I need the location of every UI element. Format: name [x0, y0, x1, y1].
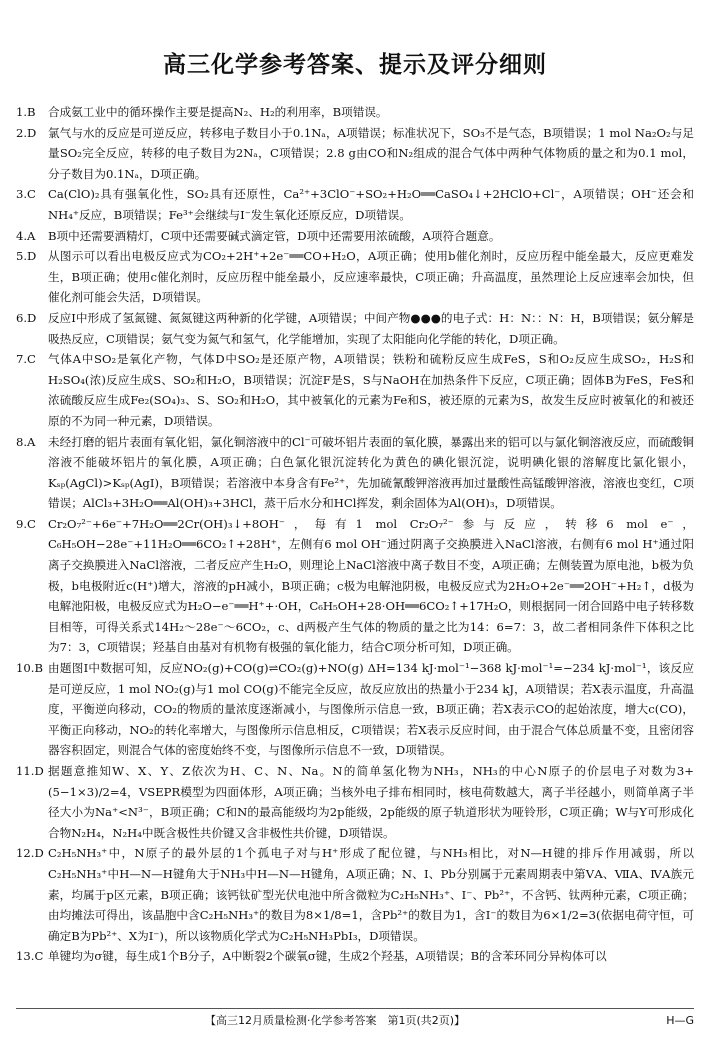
- answer-explanation: 据题意推知W、X、Y、Z依次为H、C、N、Na。N的简单氢化物为NH₃，NH₃的中心N原子的价层电子对数为3+(5−1×3)/2=4，VSEPR模型为四面体形，A项正确；当核外电子排布相同时，核电荷数越大，离子半径越小，则简单离子半径大小为Na⁺<N³⁻，B项正确；C和N的最高能级均为2p能级，2p能级的原子轨道形状为哑铃形，C项正确；W与Y可形成化合物N₂H₄，N₂H₄中既含极性共价键又含非极性共价键，D项错误。: [48, 764, 694, 840]
- answer-number: 1.B: [16, 105, 36, 119]
- page-footer: [16, 1008, 694, 1031]
- answer-number: 2.D: [16, 125, 37, 140]
- answer-explanation: 合成氨工业中的循环操作主要是提高N₂、H₂的利用率，B项错误。: [48, 105, 388, 119]
- answer-explanation: 未经打磨的铝片表面有氧化铝，氯化铜溶液中的Cl⁻可破坏铝片表面的氧化膜，暴露出来的铝可以与氯化铜溶液反应，而硫酸铜溶液不能破坏铝片的氧化膜，A项正确；白色氯化银沉淀转化为黄色的碘化银沉淀，说明碘化银的溶解度比氯化银小，Kₛₚ(AgCl)>Kₛₚ(AgI)，B项错误；若溶液中本身含有Fe²⁺，先加硫氰酸钾溶液再加过量酸性高锰酸钾溶液，溶液也变红，C项错误；AlCl₃+3H₂O══Al(OH)₃+3HCl，蒸干后水分和HCl挥发，剩余固体为Al(OH)₃，D项错误。: [48, 434, 694, 511]
- answer-item: [16, 946, 694, 967]
- answer-item: [16, 184, 694, 225]
- answer-number: 5.D: [16, 249, 37, 264]
- answer-number: 13.C: [16, 949, 44, 964]
- answer-item: [16, 123, 694, 185]
- answer-item: [16, 308, 694, 349]
- answer-item: [16, 514, 694, 658]
- answer-explanation: 气体A中SO₂是氧化产物，气体D中SO₂是还原产物，A项错误；铁粉和硫粉反应生成FeS，S和O₂反应生成SO₂，H₂S和H₂SO₄(浓)反应生成S、SO₂和H₂O，B项错误；沉淀F是S，S与NaOH在加热条件下反应，C项正确；固体B为FeS，FeS和浓硫酸反应生成Fe₂(SO₄)₃、S、SO₂和H₂O，其中被氧化的元素为Fe和S，被还原的元素为S，故发生反应时被氧化的和被还原的不为同一种元素，D项错误。: [48, 352, 694, 428]
- answer-item: [16, 226, 694, 247]
- answer-explanation: 反应Ⅰ中形成了氢氮键、氮氮键这两种新的化学键，A项错误；中间产物●●●的电子式：H：N：：N：H，B项错误；氨分解是吸热反应，C项错误；氨气变为氮气和氢气，化学能增加，实现了太阳能向化学能的转化，D项正确。: [48, 310, 694, 346]
- answer-item: [16, 102, 694, 123]
- answer-explanation: Ca(ClO)₂具有强氧化性，SO₂具有还原性，Ca²⁺+3ClO⁻+SO₂+H₂O══CaSO₄↓+2HClO+Cl⁻，A项错误；OH⁻还会和NH₄⁺反应，B项错误；Fe³⁺会继续与I⁻发生氧化还原反应，D项错误。: [48, 187, 694, 222]
- answer-item: [16, 843, 694, 946]
- answer-explanation: Cr₂O₇²⁻+6e⁻+7H₂O══2Cr(OH)₃↓+8OH⁻，每有1 mol Cr₂O₇²⁻参与反应，转移6 mol e⁻，C₆H₅OH−28e⁻+11H₂O══6CO₂↑+28H⁺，左侧有6 mol OH⁻通过阴离子交换膜进入NaCl溶液，右侧有6 mol H⁺通过阳离子交换膜进入NaCl溶液，二者反应产生H₂O，则理论上NaCl溶液中离子数目不变，A项正确；左侧装置为原电池，b极为负极，b电极附近c(H⁺)增大，溶液的pH减小，B项正确；c极为电解池阴极，电极反应式为2H₂O+2e⁻══2OH⁻+H₂↑，d极为电解池阳极，电极反应式为H₂O−e⁻══H⁺+·OH，C₆H₅OH+28·OH══6CO₂↑+17H₂O，则根据同一闭合回路中电子转移数目相等，可得关系式14H₂～28e⁻～6CO₂，c、d两极产生气体的物质的量之比为14：6=7：3，故二者相同条件下体积之比为7：3，C项错误；羟基自由基对有机物有极强的氧化能力，结合C项分析可知，D项正确。: [48, 516, 694, 655]
- answer-item: [16, 246, 694, 308]
- page-title: 高三化学参考答案、提示及评分细则: [163, 52, 547, 78]
- answer-explanation: 由题图Ⅰ中数据可知，反应NO₂(g)+CO(g)⇌CO₂(g)+NO(g) ΔH=134 kJ·mol⁻¹−368 kJ·mol⁻¹=−234 kJ·mol⁻¹，该反应是可逆反应，1 mol NO₂(g)与1 mol CO(g)不能完全反应，故反应放出的热量小于234 kJ，A项错误；若X表示温度，升高温度，平衡逆向移动，CO₂的物质的量浓度逐渐减小，与图像所示信息一致，B项正确；若X表示CO的起始浓度，增大c(CO)，平衡正向移动，NO₂的转化率增大，与图像所示信息相反，C项错误；若X表示反应时间，由于混合气体总质量不变，且密闭容器容积固定，则混合气体的密度始终不变，与图像所示信息不一致，D项错误。: [48, 661, 694, 758]
- answer-item: [16, 432, 694, 514]
- answer-explanation: B项中还需要酒精灯，C项中还需要碱式滴定管，D项中还需要用浓硫酸，A项符合题意。: [48, 228, 501, 243]
- answer-number: 6.D: [16, 310, 37, 325]
- answer-item: [16, 658, 694, 761]
- answer-explanation: 单键均为σ键，每生成1个B分子，A中断裂2个碳氧σ键，生成2个羟基，A项错误；B的含苯环同分异构体可以: [48, 949, 607, 964]
- answer-list: [16, 102, 694, 967]
- answer-number: 3.C: [16, 187, 36, 202]
- answer-number: 9.C: [16, 516, 36, 531]
- answer-number: 4.A: [16, 228, 36, 243]
- answer-number: 12.D: [16, 846, 44, 861]
- answer-explanation: C₂H₅NH₃⁺中，N原子的最外层的1个孤电子对与H⁺形成了配位键，与NH₃相比，对N—H键的排斥作用减弱，所以C₂H₅NH₃⁺中H—N—H键角大于NH₃中H—N—H键角，A项正确；N、I、Pb分别属于元素周期表中第ⅤA、ⅦA、ⅣA族元素，均属于p区元素，B项正确；该钙钛矿型光伏电池中所含微粒为C₂H₅NH₃⁺、I⁻、Pb²⁺，不含钙、钛两种元素，C项正确；由均摊法可得出，该晶胞中含C₂H₅NH₃⁺的数目为8×1/8=1，含Pb²⁺的数目为1，含I⁻的数目为6×1/2=3(依据电荷守恒，可确定B为Pb²⁺、X为I⁻)，所以该物质化学式为C₂H₅NH₃PbI₃，D项错误。: [48, 846, 694, 943]
- answer-number: 8.A: [16, 434, 36, 449]
- answer-number: 10.B: [16, 661, 43, 676]
- footer-code: H—G: [666, 1013, 694, 1027]
- footer-page-info: 【高三12月质量检测·化学参考答案 第1页(共2页)】: [204, 1014, 466, 1027]
- answer-number: 11.D: [16, 764, 44, 778]
- answer-item: [16, 349, 694, 431]
- answer-explanation: 从图示可以看出电极反应式为CO₂+2H⁺+2e⁻══CO+H₂O，A项正确；使用b催化剂时，反应历程中能垒最大，反应更难发生，B项正确；使用c催化剂时，反应历程中能垒最小，反应速率最快，C项正确；升高温度，虽然理论上反应速率会加快，但催化剂可能会失活，D项错误。: [48, 249, 694, 305]
- answer-item: [16, 761, 694, 843]
- answer-number: 7.C: [16, 352, 36, 367]
- answer-explanation: 氯气与水的反应是可逆反应，转移电子数目小于0.1Nₐ，A项错误；标准状况下，SO₃不是气态，B项错误；1 mol Na₂O₂与足量SO₂完全反应，转移的电子数目为2Nₐ，C项错误；2.8 g由CO和N₂组成的混合气体中两种气体物质的量之和为0.1 mol，分子数目为0.1Nₐ，D项正确。: [48, 125, 694, 181]
